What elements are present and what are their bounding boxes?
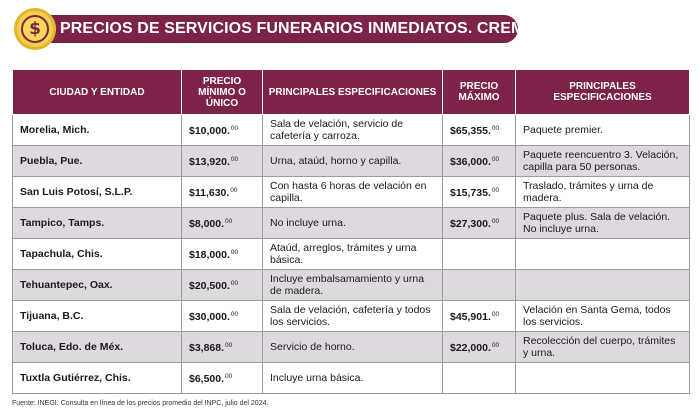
min-price-cell [182,177,263,208]
min-spec-cell: No incluye urna. [263,208,443,239]
max-price-cell [443,146,516,177]
min-price-cents: 00 [230,249,239,256]
max-spec-cell: Paquete premier. [516,115,690,146]
min-spec-cell: Sala de velación, cafetería y todos los servicios. [263,301,443,332]
min-spec-cell: Incluye urna básica. [263,363,443,394]
max-price-cell [443,301,516,332]
max-price-value: $45,901. [450,311,491,323]
min-price-cents: 00 [225,373,233,380]
table-row [13,115,690,146]
min-price-cell [182,332,263,363]
min-price-cents: 00 [230,311,239,318]
page-title: PRECIOS DE SERVICIOS FUNERARIOS INMEDIATOS. CREMACIÓN [60,20,577,37]
min-price-value: $13,920. [189,156,230,168]
city-cell: Tehuantepec, Oax. [13,270,182,301]
min-spec-cell: Sala de velación, servicio de cafetería y carroza. [263,115,443,146]
max-price-cell [443,363,516,394]
max-price-cents: 00 [491,125,500,132]
min-spec-cell: Ataúd, arreglos, trámites y urna básica. [263,239,443,270]
city-cell: Puebla, Pue. [13,146,182,177]
max-price-value: $22,000. [450,342,491,354]
table-row [13,363,690,394]
max-price-cell [443,332,516,363]
min-price-value: $10,000. [189,125,230,137]
max-spec-cell [516,239,690,270]
table-row [13,270,690,301]
max-spec-cell: Velación en Santa Gema, todos los servicios. [516,301,690,332]
header-city: CIUDAD Y ENTIDAD [13,70,182,115]
max-price-cents: 00 [491,342,500,349]
max-price-value: $36,000. [450,156,491,168]
table-row [13,177,690,208]
city-cell: Toluca, Edo. de Méx. [13,332,182,363]
min-price-cents: 00 [230,125,239,132]
min-price-cents: 00 [225,218,233,225]
max-price-cell [443,270,516,301]
min-price-cell [182,208,263,239]
city-cell: Morelia, Mich. [13,115,182,146]
min-price-cents: 00 [230,156,239,163]
source-note: Fuente: INEGI. Consulta en línea de los precios promedio del INPC, julio del 2024. [12,400,269,407]
max-price-cents: 00 [491,218,500,225]
prices-table [12,69,690,394]
max-price-cell [443,115,516,146]
min-price-cents: 00 [225,342,233,349]
max-spec-cell: Paquete plus. Sala de velación. No incluye urna. [516,208,690,239]
header-max-price: PRECIO MÁXIMO [443,70,516,115]
max-price-cents: 00 [491,187,500,194]
min-price-value: $3,868. [189,342,225,354]
city-cell: Tijuana, B.C. [13,301,182,332]
dollar-coin-icon [14,8,56,50]
max-spec-cell: Traslado, trámites y urna de madera. [516,177,690,208]
max-spec-cell: Recolección del cuerpo, trámites y urna. [516,332,690,363]
min-price-cell [182,270,263,301]
min-price-value: $20,500. [189,280,230,292]
min-spec-cell: Urna, ataúd, horno y capilla. [263,146,443,177]
table-row [13,332,690,363]
max-price-cell [443,239,516,270]
min-price-value: $18,000. [189,249,230,261]
table-row [13,239,690,270]
header-min-price: PRECIO MÍNIMO O ÚNICO [182,70,263,115]
min-spec-cell: Con hasta 6 horas de velación en capilla. [263,177,443,208]
table-row [13,301,690,332]
min-spec-cell: Incluye embalsamamiento y urna de madera. [263,270,443,301]
max-price-value: $65,355. [450,125,491,137]
min-price-cell [182,363,263,394]
max-spec-cell [516,363,690,394]
min-price-cell [182,146,263,177]
max-price-cents: 00 [491,156,500,163]
title-banner [14,8,577,50]
table-row [13,208,690,239]
header-spec-1: PRINCIPALES ESPECIFICACIONES [263,70,443,115]
min-price-cell [182,239,263,270]
max-price-cell [443,208,516,239]
max-spec-cell [516,270,690,301]
max-spec-cell: Paquete reencuentro 3. Velación, capilla para 50 personas. [516,146,690,177]
table-header-row [13,70,690,115]
min-price-value: $30,000. [189,311,230,323]
city-cell: San Luis Potosí, S.L.P. [13,177,182,208]
min-price-cents: 00 [230,280,239,287]
min-price-value: $11,630. [189,187,230,199]
header-spec-2: PRINCIPALES ESPECIFICACIONES [516,70,690,115]
table-row [13,146,690,177]
max-price-value: $15,735. [450,187,491,199]
city-cell: Tapachula, Chis. [13,239,182,270]
min-spec-cell: Servicio de horno. [263,332,443,363]
min-price-cell [182,115,263,146]
min-price-cents: 00 [230,187,238,194]
city-cell: Tampico, Tamps. [13,208,182,239]
dollar-sign-icon: $ [21,15,49,43]
max-price-cell [443,177,516,208]
min-price-value: $6,500. [189,373,225,385]
city-cell: Tuxtla Gutiérrez, Chis. [13,363,182,394]
max-price-cents: 00 [491,311,500,318]
min-price-value: $8,000. [189,218,225,230]
min-price-cell [182,301,263,332]
max-price-value: $27,300. [450,218,491,230]
